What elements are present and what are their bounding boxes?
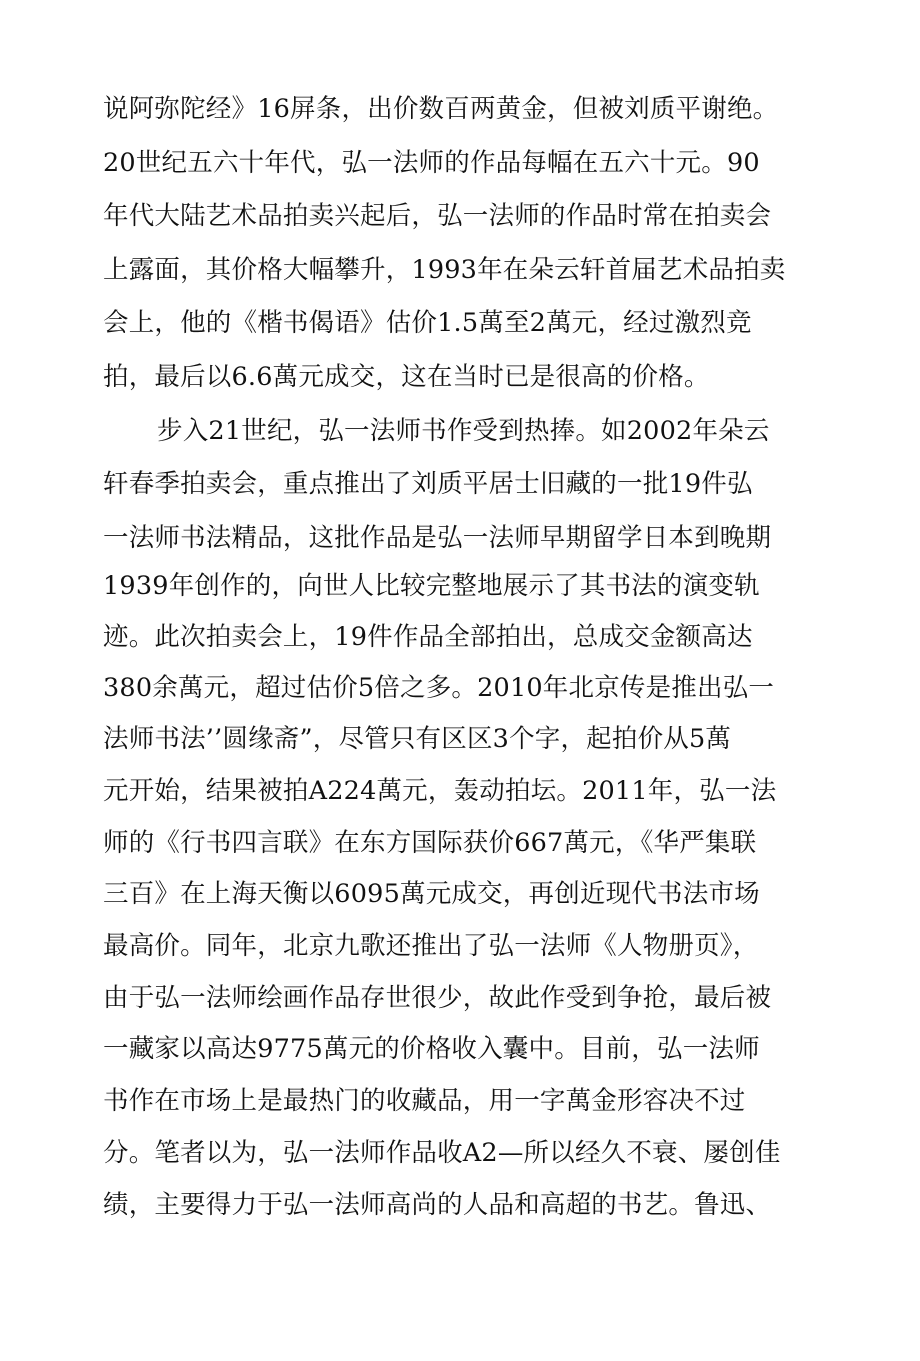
text-line-14: 元开始，结果被拍A224萬元，轰动拍坛。2011年，弘一法: [103, 776, 777, 806]
text-line-4: 上露面，其价格大幅攀升，1993年在朵云轩首届艺术品拍卖: [103, 255, 786, 285]
text-line-19: 一藏家以高达9775萬元的价格收入囊中。目前，弘一法师: [103, 1034, 760, 1064]
text-line-22: 绩，主要得力于弘一法师高尚的人品和高超的书艺。鲁迅、: [103, 1190, 772, 1220]
text-line-2: 20世纪五六十年代，弘一法师的作品每幅在五六十元。90: [103, 148, 760, 178]
text-line-9: 一法师书法精品，这批作品是弘一法师早期留学日本到晚期: [103, 523, 772, 553]
text-line-17: 最高价。同年，北京九歌还推出了弘一法师《人物册页》，: [103, 931, 759, 961]
text-line-15: 师的《行书四言联》在东方国际获价667萬元，《华严集联: [103, 828, 757, 858]
text-line-11: 迹。此次拍卖会上，19件作品全部拍出，总成交金额高达: [103, 622, 753, 652]
text-line-10: 1939年创作的，向世人比较完整地展示了其书法的演变轨: [103, 571, 760, 601]
text-line-13: 法师书法’’圆缘斋”，尽管只有区区3个字，起拍价从5萬: [103, 724, 732, 754]
text-line-8: 轩春季拍卖会，重点推出了刘质平居士旧藏的一批19件弘: [103, 469, 753, 499]
text-line-3: 年代大陆艺术品拍卖兴起后，弘一法师的作品时常在拍卖会: [103, 201, 772, 231]
text-line-5: 会上，他的《楷书偈语》估价1.5萬至2萬元，经过激烈竞: [103, 308, 752, 338]
text-line-6: 拍，最后以6.6萬元成交，这在当时已是很高的价格。: [103, 362, 710, 392]
text-line-20: 书作在市场上是最热门的收藏品，用一字萬金形容决不过: [103, 1086, 746, 1116]
text-line-7: 步入21世纪，弘一法师书作受到热捧。如2002年朵云: [157, 416, 770, 446]
text-line-18: 由于弘一法师绘画作品存世很少，故此作受到争抢，最后被: [103, 983, 772, 1013]
text-line-16: 三百》在上海天衡以6095萬元成交，再创近现代书法市场: [103, 879, 760, 909]
text-line-1: 说阿弥陀经》16屏条，出价数百两黄金，但被刘质平谢绝。: [103, 94, 779, 124]
text-line-21: 分。笔者以为，弘一法师作品收A2—所以经久不衰、屡创佳: [103, 1138, 781, 1168]
text-line-12: 380余萬元，超过估价5倍之多。2010年北京传是推出弘一: [103, 673, 775, 703]
